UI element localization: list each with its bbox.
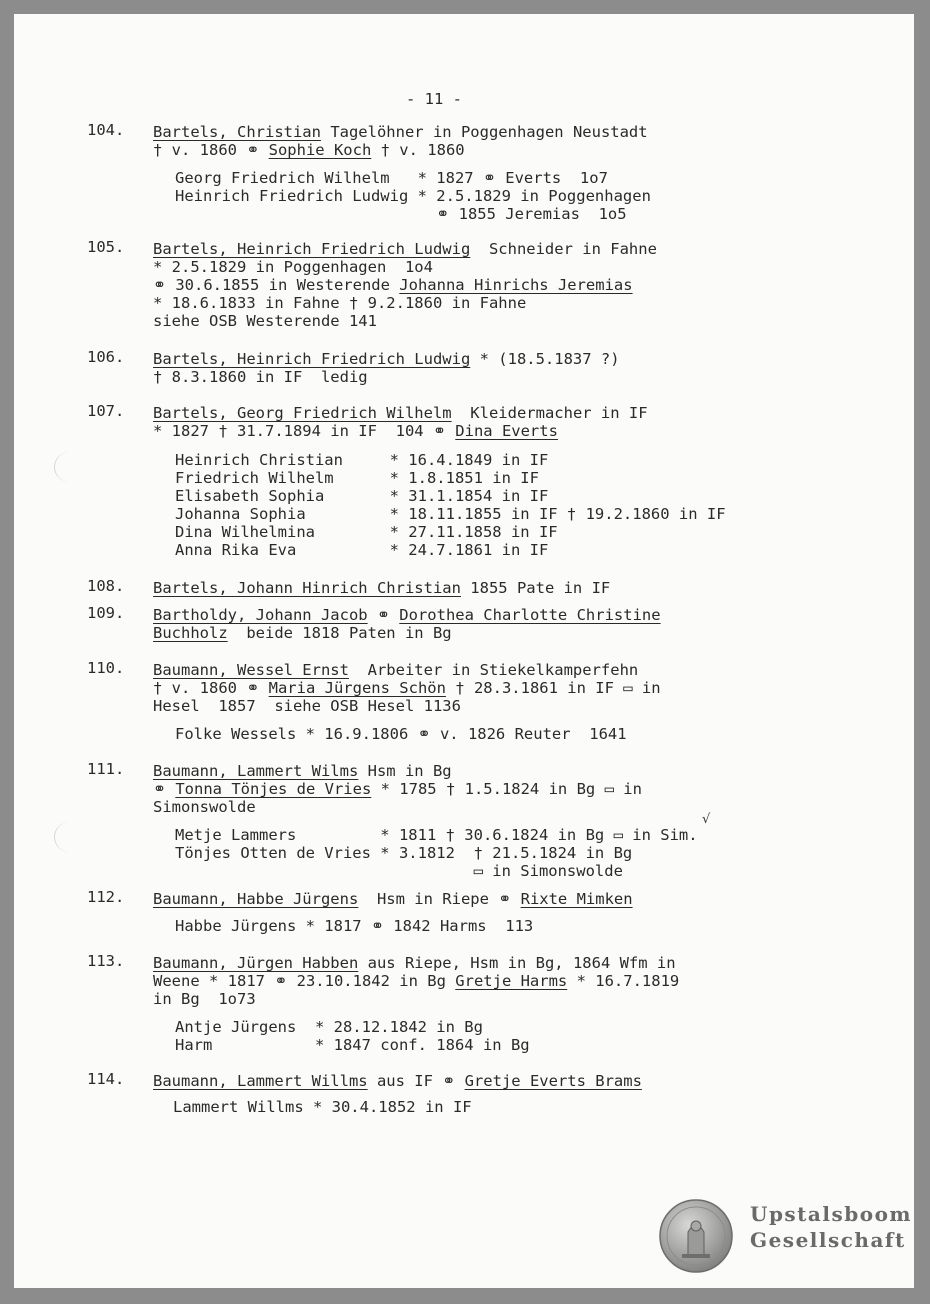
logo-text-gesellschaft: Gesellschaft [750, 1228, 906, 1252]
child-line: Antje Jürgens * 28.12.1842 in Bg [175, 1018, 483, 1036]
entry-line [153, 624, 452, 642]
entry-text: † v. 1860 ⚭ [153, 141, 269, 159]
punch-hole-mark [54, 452, 85, 482]
entry-text: ⚭ 30.6.1855 in Westerende [153, 276, 400, 294]
spouse-name: Buchholz [153, 624, 228, 642]
spouse-name: Gretje Harms [455, 972, 568, 990]
entry-text: aus IF ⚭ [367, 1072, 465, 1090]
spouse-name: Sophie Koch [268, 141, 372, 159]
child-line: Lammert Willms * 30.4.1852 in IF [173, 1098, 472, 1116]
person-name: Bartels, Johann Hinrich Christian [153, 579, 461, 597]
entry-number: 105. [87, 238, 125, 256]
handwritten-check-mark: √ [702, 812, 711, 827]
entry-number: 112. [87, 888, 125, 906]
entry-number: 109. [87, 604, 125, 622]
entry-line [153, 579, 610, 597]
entry-text: aus Riepe, Hsm in Bg, 1864 Wfm in [358, 954, 676, 972]
punch-hole-mark [54, 822, 85, 852]
entry-line [153, 240, 657, 258]
entry-number: 113. [87, 952, 125, 970]
seal-logo-icon [658, 1198, 734, 1274]
entry-line: * 2.5.1829 in Poggenhagen 1o4 [153, 258, 433, 276]
entry-line [153, 1072, 642, 1090]
entry-line [153, 954, 676, 972]
entry-number: 104. [87, 121, 125, 139]
person-name: Baumann, Wessel Ernst [153, 661, 349, 679]
person-name: Baumann, Lammert Wilms [153, 762, 359, 780]
person-name: Bartels, Heinrich Friedrich Ludwig [153, 240, 471, 258]
entry-line [153, 350, 620, 368]
spouse-name: Rixte Mimken [520, 890, 633, 908]
entry-number: 107. [87, 402, 125, 420]
entry-line [153, 141, 465, 159]
entry-line [153, 404, 648, 422]
entry-text: Weene * 1817 ⚭ 23.10.1842 in Bg [153, 972, 456, 990]
person-name: Baumann, Habbe Jürgens [153, 890, 359, 908]
person-name: Bartholdy, Johann Jacob [153, 606, 368, 624]
entry-text: ⚭ [367, 606, 400, 624]
child-line: Metje Lammers * 1811 † 30.6.1824 in Bg ▭ in Sim. [175, 826, 698, 844]
entry-line: Simonswolde [153, 798, 256, 816]
entry-line: siehe OSB Westerende 141 [153, 312, 377, 330]
child-line: Dina Wilhelmina * 27.11.1858 in IF [175, 523, 558, 541]
entry-line [153, 890, 633, 908]
entry-number: 108. [87, 577, 125, 595]
entry-text: * 16.7.1819 [567, 972, 680, 990]
entry-text: † 28.3.1861 in IF ▭ in [445, 679, 661, 697]
logo-text-upstalsboom: Upstalsboom [750, 1202, 913, 1226]
entry-text: 1855 Pate in IF [460, 579, 611, 597]
person-name: Bartels, Christian [153, 123, 321, 141]
entry-number: 110. [87, 659, 125, 677]
child-line: Georg Friedrich Wilhelm * 1827 ⚭ Everts 1o7 [175, 169, 608, 187]
child-line: ▭ in Simonswolde [175, 862, 623, 880]
child-line: Habbe Jürgens * 1817 ⚭ 1842 Harms 113 [175, 917, 534, 935]
entry-line: * 18.6.1833 in Fahne † 9.2.1860 in Fahne [153, 294, 527, 312]
child-line: ⚭ 1855 Jeremias 1o5 [175, 205, 627, 223]
person-name: Bartels, Heinrich Friedrich Ludwig [153, 350, 471, 368]
spouse-name: Tonna Tönjes de Vries [175, 780, 372, 798]
child-line: Heinrich Christian * 16.4.1849 in IF [175, 451, 549, 469]
child-line: Heinrich Friedrich Ludwig * 2.5.1829 in Poggenhagen [175, 187, 651, 205]
entry-number: 111. [87, 760, 125, 778]
entry-text: Kleidermacher in IF [451, 404, 648, 422]
entry-line: in Bg 1o73 [153, 990, 256, 1008]
entry-line [153, 123, 648, 141]
entry-text: † v. 1860 ⚭ [153, 679, 269, 697]
spouse-name: Johanna Hinrichs Jeremias [399, 276, 633, 294]
entry-text: * 1785 † 1.5.1824 in Bg ▭ in [371, 780, 642, 798]
entry-line [153, 276, 633, 294]
spouse-name: Maria Jürgens Schön [268, 679, 446, 697]
child-line: Elisabeth Sophia * 31.1.1854 in IF [175, 487, 549, 505]
child-line: Folke Wessels * 16.9.1806 ⚭ v. 1826 Reuter 1641 [175, 725, 627, 743]
entry-text: ⚭ [153, 780, 176, 798]
entry-text: † v. 1860 [371, 141, 465, 159]
entry-line: Hesel 1857 siehe OSB Hesel 1136 [153, 697, 461, 715]
entry-line [153, 780, 642, 798]
child-line: Tönjes Otten de Vries * 3.1812 † 21.5.1824 in Bg [175, 844, 633, 862]
spouse-name: Dorothea Charlotte Christine [399, 606, 661, 624]
child-line: Harm * 1847 conf. 1864 in Bg [175, 1036, 530, 1054]
entry-text: Tagelöhner in Poggenhagen Neustadt [320, 123, 648, 141]
entry-number: 106. [87, 348, 125, 366]
person-name: Baumann, Jürgen Habben [153, 954, 359, 972]
entry-text: Arbeiter in Stiekelkamperfehn [348, 661, 639, 679]
child-line: Friedrich Wilhelm * 1.8.1851 in IF [175, 469, 539, 487]
entry-line: † 8.3.1860 in IF ledig [153, 368, 368, 386]
entry-line [153, 972, 679, 990]
entry-text: Hsm in Riepe ⚭ [358, 890, 521, 908]
entry-line [153, 422, 558, 440]
spouse-name: Gretje Everts Brams [464, 1072, 642, 1090]
entry-line [153, 679, 661, 697]
spouse-name: Dina Everts [455, 422, 558, 440]
document-page [14, 14, 914, 1288]
entry-text: * 1827 † 31.7.1894 in IF 104 ⚭ [153, 422, 456, 440]
page-number: - 11 - [406, 90, 462, 108]
child-line: Johanna Sophia * 18.11.1855 in IF † 19.2.1860 in IF [175, 505, 726, 523]
entry-line [153, 661, 638, 679]
entry-text: * (18.5.1837 ?) [470, 350, 620, 368]
entry-text: beide 1818 Paten in Bg [227, 624, 452, 642]
entry-line [153, 606, 661, 624]
child-line: Anna Rika Eva * 24.7.1861 in IF [175, 541, 549, 559]
person-name: Bartels, Georg Friedrich Wilhelm [153, 404, 452, 422]
person-name: Baumann, Lammert Willms [153, 1072, 368, 1090]
entry-text: Hsm in Bg [358, 762, 452, 780]
entry-line [153, 762, 452, 780]
entry-number: 114. [87, 1070, 125, 1088]
entry-text: Schneider in Fahne [470, 240, 657, 258]
